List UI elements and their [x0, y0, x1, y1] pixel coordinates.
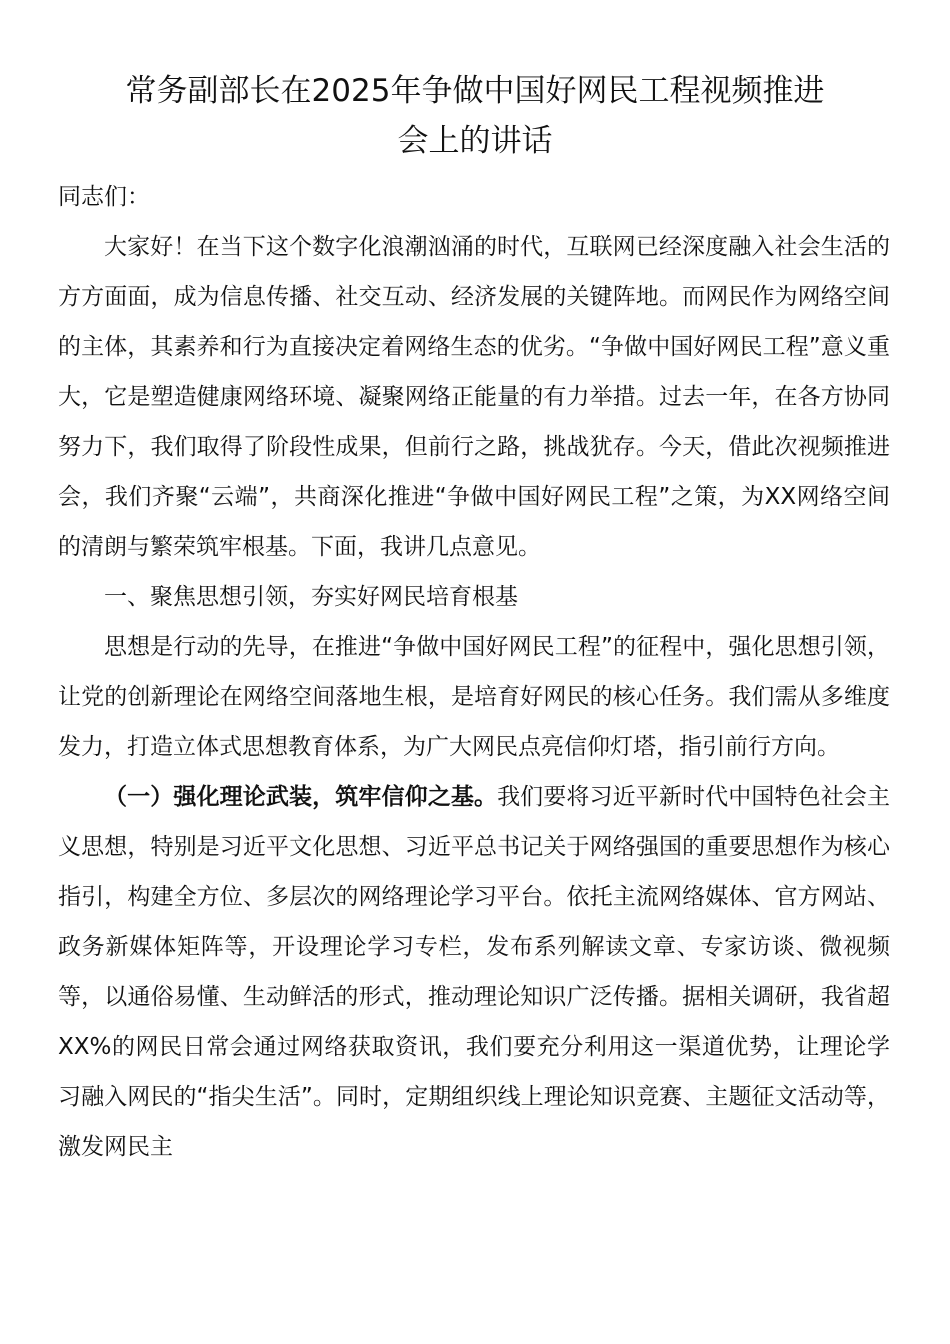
title-line-1: 常务副部长在2025年争做中国好网民工程视频推进 — [125, 73, 825, 109]
paragraph-subsection-1 — [58, 772, 890, 1172]
salutation: 同志们： — [58, 184, 150, 210]
subsection-heading-1: （一）强化理论武装，筑牢信仰之基。 — [104, 784, 498, 810]
paragraph-intro: 大家好！在当下这个数字化浪潮汹涌的时代，互联网已经深度融入社会生活的方方面面，成为信息传播、社交互动、经济发展的关键阵地。而网民作为网络空间的主体，其素养和行为直接决定着网络生态的优劣。“争做中国好网民工程”意义重大，它是塑造健康网络环境、凝聚网络正能量的有力举措。过去一年，在各方协同努力下，我们取得了阶段性成果，但前行之路，挑战犹存。今天，借此次视频推进会，我们齐聚“云端”，共商深化推进“争做中国好网民工程”之策，为XX网络空间的清朗与繁荣筑牢根基。下面，我讲几点意见。 — [58, 234, 890, 560]
document-body — [58, 172, 890, 1172]
subsection-1-text: 我们要将习近平新时代中国特色社会主义思想，特别是习近平文化思想、习近平总书记关于网络强国的重要思想作为核心指引，构建全方位、多层次的网络理论学习平台。依托主流网络媒体、官方网站、政务新媒体矩阵等，开设理论学习专栏，发布系列解读文章、专家访谈、微视频等，以通俗易懂、生动鲜活的形式，推动理论知识广泛传播。据相关调研，我省超XX%的网民日常会通过网络获取资讯，我们要充分利用这一渠道优势，让理论学习融入网民的“指尖生活”。同时，定期组织线上理论知识竞赛、主题征文活动等，激发网民主 — [58, 784, 891, 1160]
document-title — [60, 66, 890, 166]
section-heading-1: 一、聚焦思想引领，夯实好网民培育根基 — [104, 584, 518, 610]
paragraph-section-1: 思想是行动的先导，在推进“争做中国好网民工程”的征程中，强化思想引领，让党的创新理论在网络空间落地生根，是培育好网民的核心任务。我们需从多维度发力，打造立体式思想教育体系，为广大网民点亮信仰灯塔，指引前行方向。 — [58, 634, 890, 760]
title-line-2: 会上的讲话 — [397, 123, 553, 159]
